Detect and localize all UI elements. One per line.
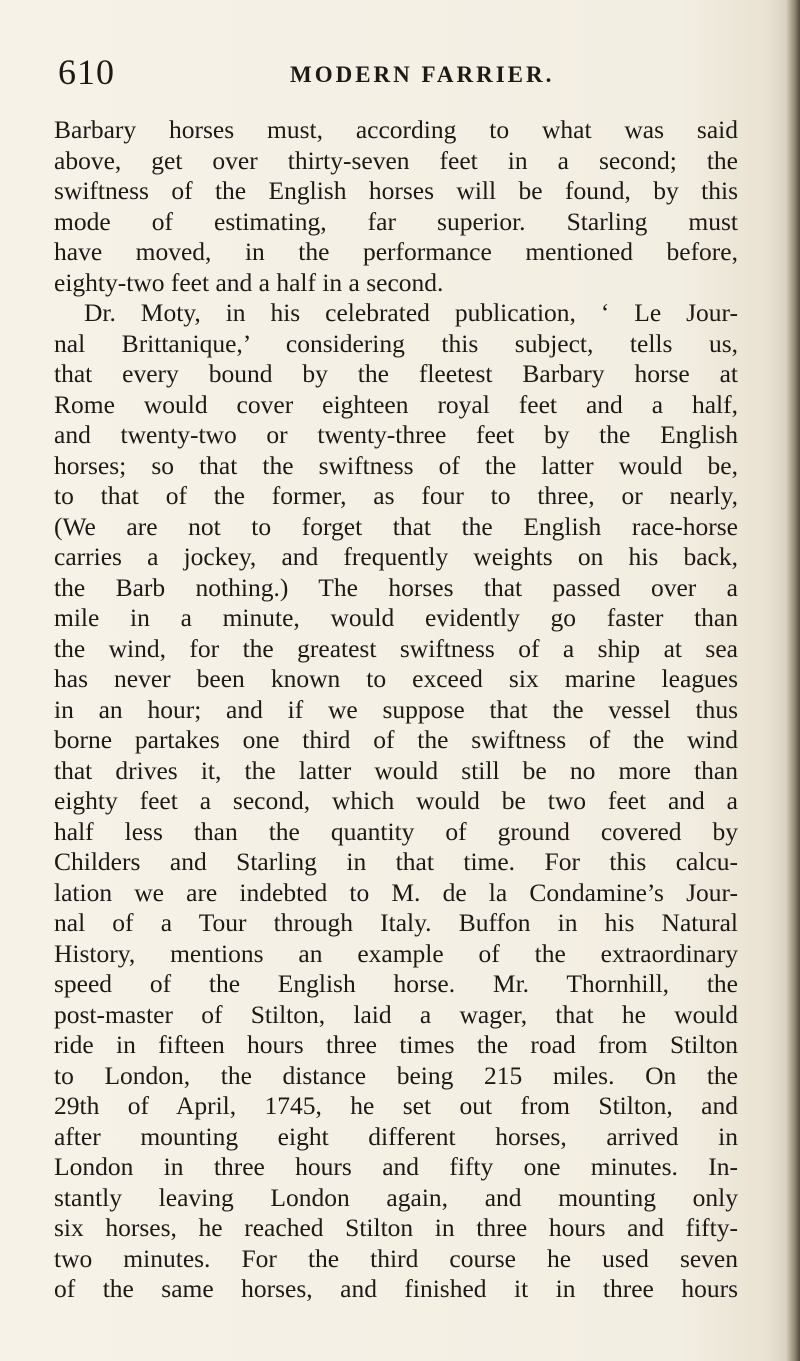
text-line: carries a jockey, and frequently weights on his back, <box>54 542 738 571</box>
page-header <box>58 52 718 96</box>
text-line: to that of the former, as four to three, or nearly, <box>54 481 738 510</box>
text-line: London in three hours and fifty one minutes. In- <box>54 1152 738 1181</box>
text-line: eighty feet a second, which would be two feet and a <box>54 786 738 815</box>
text-line: swiftness of the English horses will be found, by this <box>54 176 738 205</box>
text-line: has never been known to exceed six marine leagues <box>54 664 738 693</box>
text-line: half less than the quantity of ground covered by <box>54 816 738 846</box>
text-line: Rome would cover eighteen royal feet and a half, <box>54 389 738 419</box>
text-line: of the same horses, and finished it in three hours <box>54 1274 738 1303</box>
text-line: nal Brittanique,’ considering this subject, tells us, <box>54 328 738 358</box>
text-line: mile in a minute, would evidently go faster than <box>54 603 738 632</box>
text-line: (We are not to forget that the English race-horse <box>54 511 738 541</box>
text-line: in an hour; and if we suppose that the vessel thus <box>54 694 738 724</box>
text-line: speed of the English horse. Mr. Thornhill, the <box>54 969 738 998</box>
text-line: History, mentions an example of the extraordinary <box>54 938 738 968</box>
text-line: borne partakes one third of the swiftness of the wind <box>54 725 738 754</box>
text-line: Dr. Moty, in his celebrated publication, ‘ Le Jour- <box>84 298 738 327</box>
body-text <box>54 115 738 1305</box>
text-line: six horses, he reached Stilton in three hours and fifty- <box>54 1213 738 1242</box>
text-line: ride in fifteen hours three times the road from Stilton <box>54 1030 738 1059</box>
running-head: MODERN FARRIER. <box>290 62 555 87</box>
page-binding-edge <box>786 0 800 1361</box>
text-line: that every bound by the fleetest Barbary horse at <box>54 359 738 388</box>
text-line: nal of a Tour through Italy. Buffon in his Natural <box>54 908 738 937</box>
text-line: to London, the distance being 215 miles. On the <box>54 1060 738 1090</box>
text-line: stantly leaving London again, and mounting only <box>54 1182 738 1212</box>
text-line: above, get over thirty-seven feet in a second; the <box>54 145 738 175</box>
text-line: and twenty-two or twenty-three feet by the English <box>54 420 738 449</box>
text-line: after mounting eight different horses, arrived in <box>54 1121 738 1151</box>
text-line: Barbary horses must, according to what was said <box>54 115 738 144</box>
text-line: horses; so that the swiftness of the latter would be, <box>54 450 738 480</box>
text-line: the wind, for the greatest swiftness of a ship at sea <box>54 633 738 663</box>
text-line: lation we are indebted to M. de la Condamine’s Jour- <box>54 877 738 907</box>
text-line: mode of estimating, far superior. Starling must <box>54 206 738 236</box>
text-line: the Barb nothing.) The horses that passed over a <box>54 572 738 602</box>
text-line: have moved, in the performance mentioned before, <box>54 237 738 266</box>
text-line: Childers and Starling in that time. For this calcu- <box>54 847 738 876</box>
text-line: 29th of April, 1745, he set out from Stilton, and <box>54 1091 738 1120</box>
page-number: 610 <box>58 52 115 92</box>
text-line: eighty-two feet and a half in a second. <box>54 267 444 297</box>
text-line: post-master of Stilton, laid a wager, that he would <box>54 999 738 1029</box>
text-line: that drives it, the latter would still be no more than <box>54 755 738 785</box>
text-line: two minutes. For the third course he used seven <box>54 1243 738 1273</box>
